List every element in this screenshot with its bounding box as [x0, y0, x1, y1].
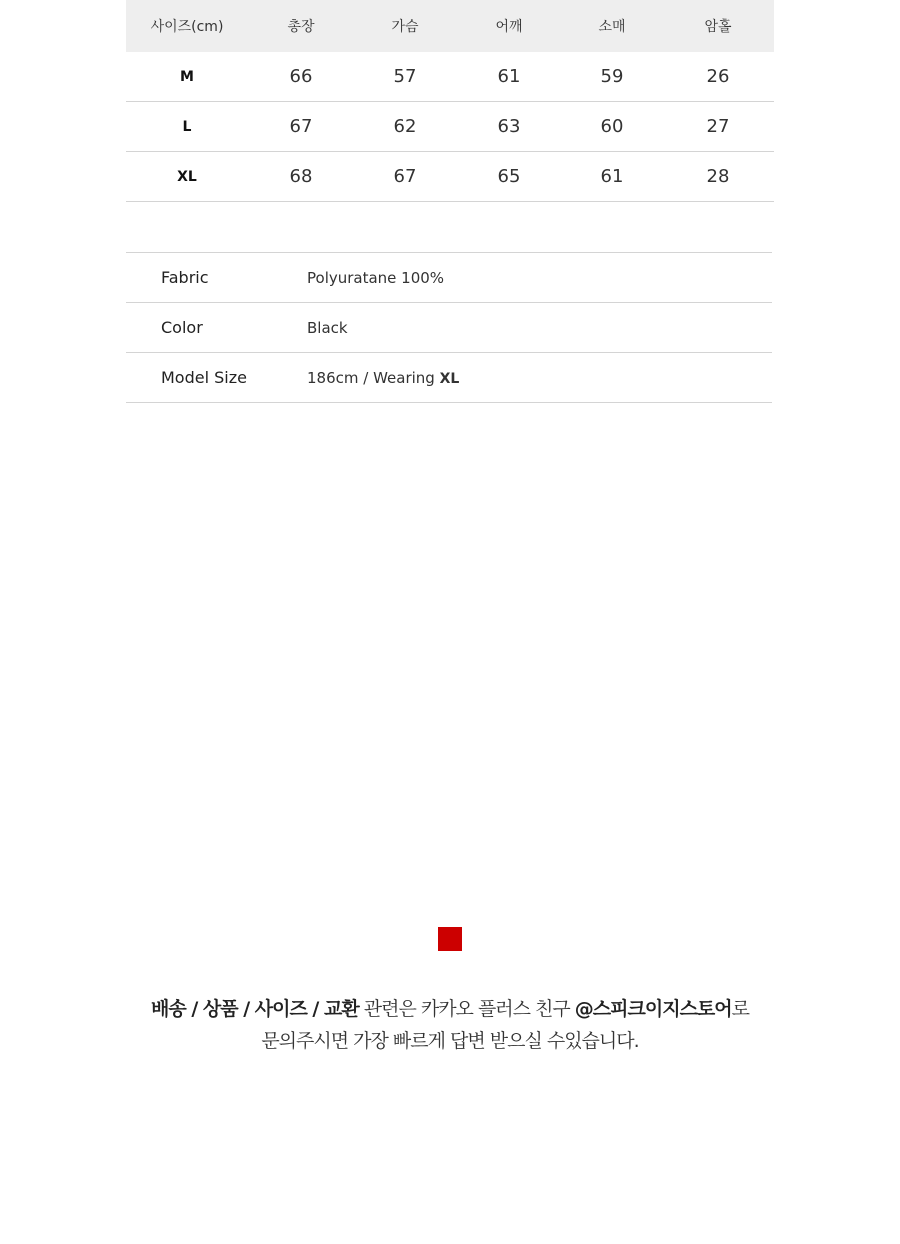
notice-line-1	[0, 993, 900, 1025]
size-label: L	[126, 102, 248, 152]
table-cell: 60	[562, 102, 662, 152]
table-row	[126, 102, 774, 152]
table-cell: 68	[248, 152, 354, 202]
notice-text-mid: 관련은 카카오 플러스 친구	[358, 998, 575, 1020]
table-cell: 26	[662, 52, 774, 102]
info-row-fabric	[126, 253, 772, 303]
notice-text-end: 로	[731, 998, 749, 1020]
table-cell: 67	[354, 152, 456, 202]
info-row-model-size	[126, 353, 772, 403]
header-total-length: 총장	[248, 0, 354, 52]
size-table-header-row	[126, 0, 774, 52]
table-row	[126, 52, 774, 102]
info-row-color	[126, 303, 772, 353]
table-cell: 59	[562, 52, 662, 102]
header-size: 사이즈(cm)	[126, 0, 248, 52]
fabric-value: Polyuratane 100%	[307, 253, 772, 303]
size-table	[126, 0, 774, 202]
color-value: Black	[307, 303, 772, 353]
size-label: XL	[126, 152, 248, 202]
table-cell: 65	[456, 152, 562, 202]
table-cell: 61	[456, 52, 562, 102]
header-chest: 가슴	[354, 0, 456, 52]
header-sleeve: 소매	[562, 0, 662, 52]
model-size-text: 186cm / Wearing	[307, 368, 435, 387]
model-size-label: Model Size	[126, 353, 307, 403]
table-cell: 27	[662, 102, 774, 152]
product-info-table	[126, 252, 772, 403]
size-label: M	[126, 52, 248, 102]
kakao-channel-name: @스피크이지스토어	[574, 998, 732, 1020]
red-square-marker	[438, 927, 462, 951]
header-shoulder: 어깨	[456, 0, 562, 52]
table-cell: 57	[354, 52, 456, 102]
notice-line-2: 문의주시면 가장 빠르게 답변 받으실 수있습니다.	[261, 1030, 639, 1052]
model-wearing-size: XL	[439, 370, 460, 387]
table-cell: 28	[662, 152, 774, 202]
table-cell: 67	[248, 102, 354, 152]
header-armhole: 암홀	[662, 0, 774, 52]
table-cell: 63	[456, 102, 562, 152]
fabric-label: Fabric	[126, 253, 307, 303]
table-cell: 62	[354, 102, 456, 152]
table-cell: 66	[248, 52, 354, 102]
model-size-value	[307, 353, 772, 403]
notice-topics: 배송 / 상품 / 사이즈 / 교환	[151, 998, 359, 1020]
contact-notice	[0, 993, 900, 1057]
table-cell: 61	[562, 152, 662, 202]
color-label: Color	[126, 303, 307, 353]
table-row	[126, 152, 774, 202]
